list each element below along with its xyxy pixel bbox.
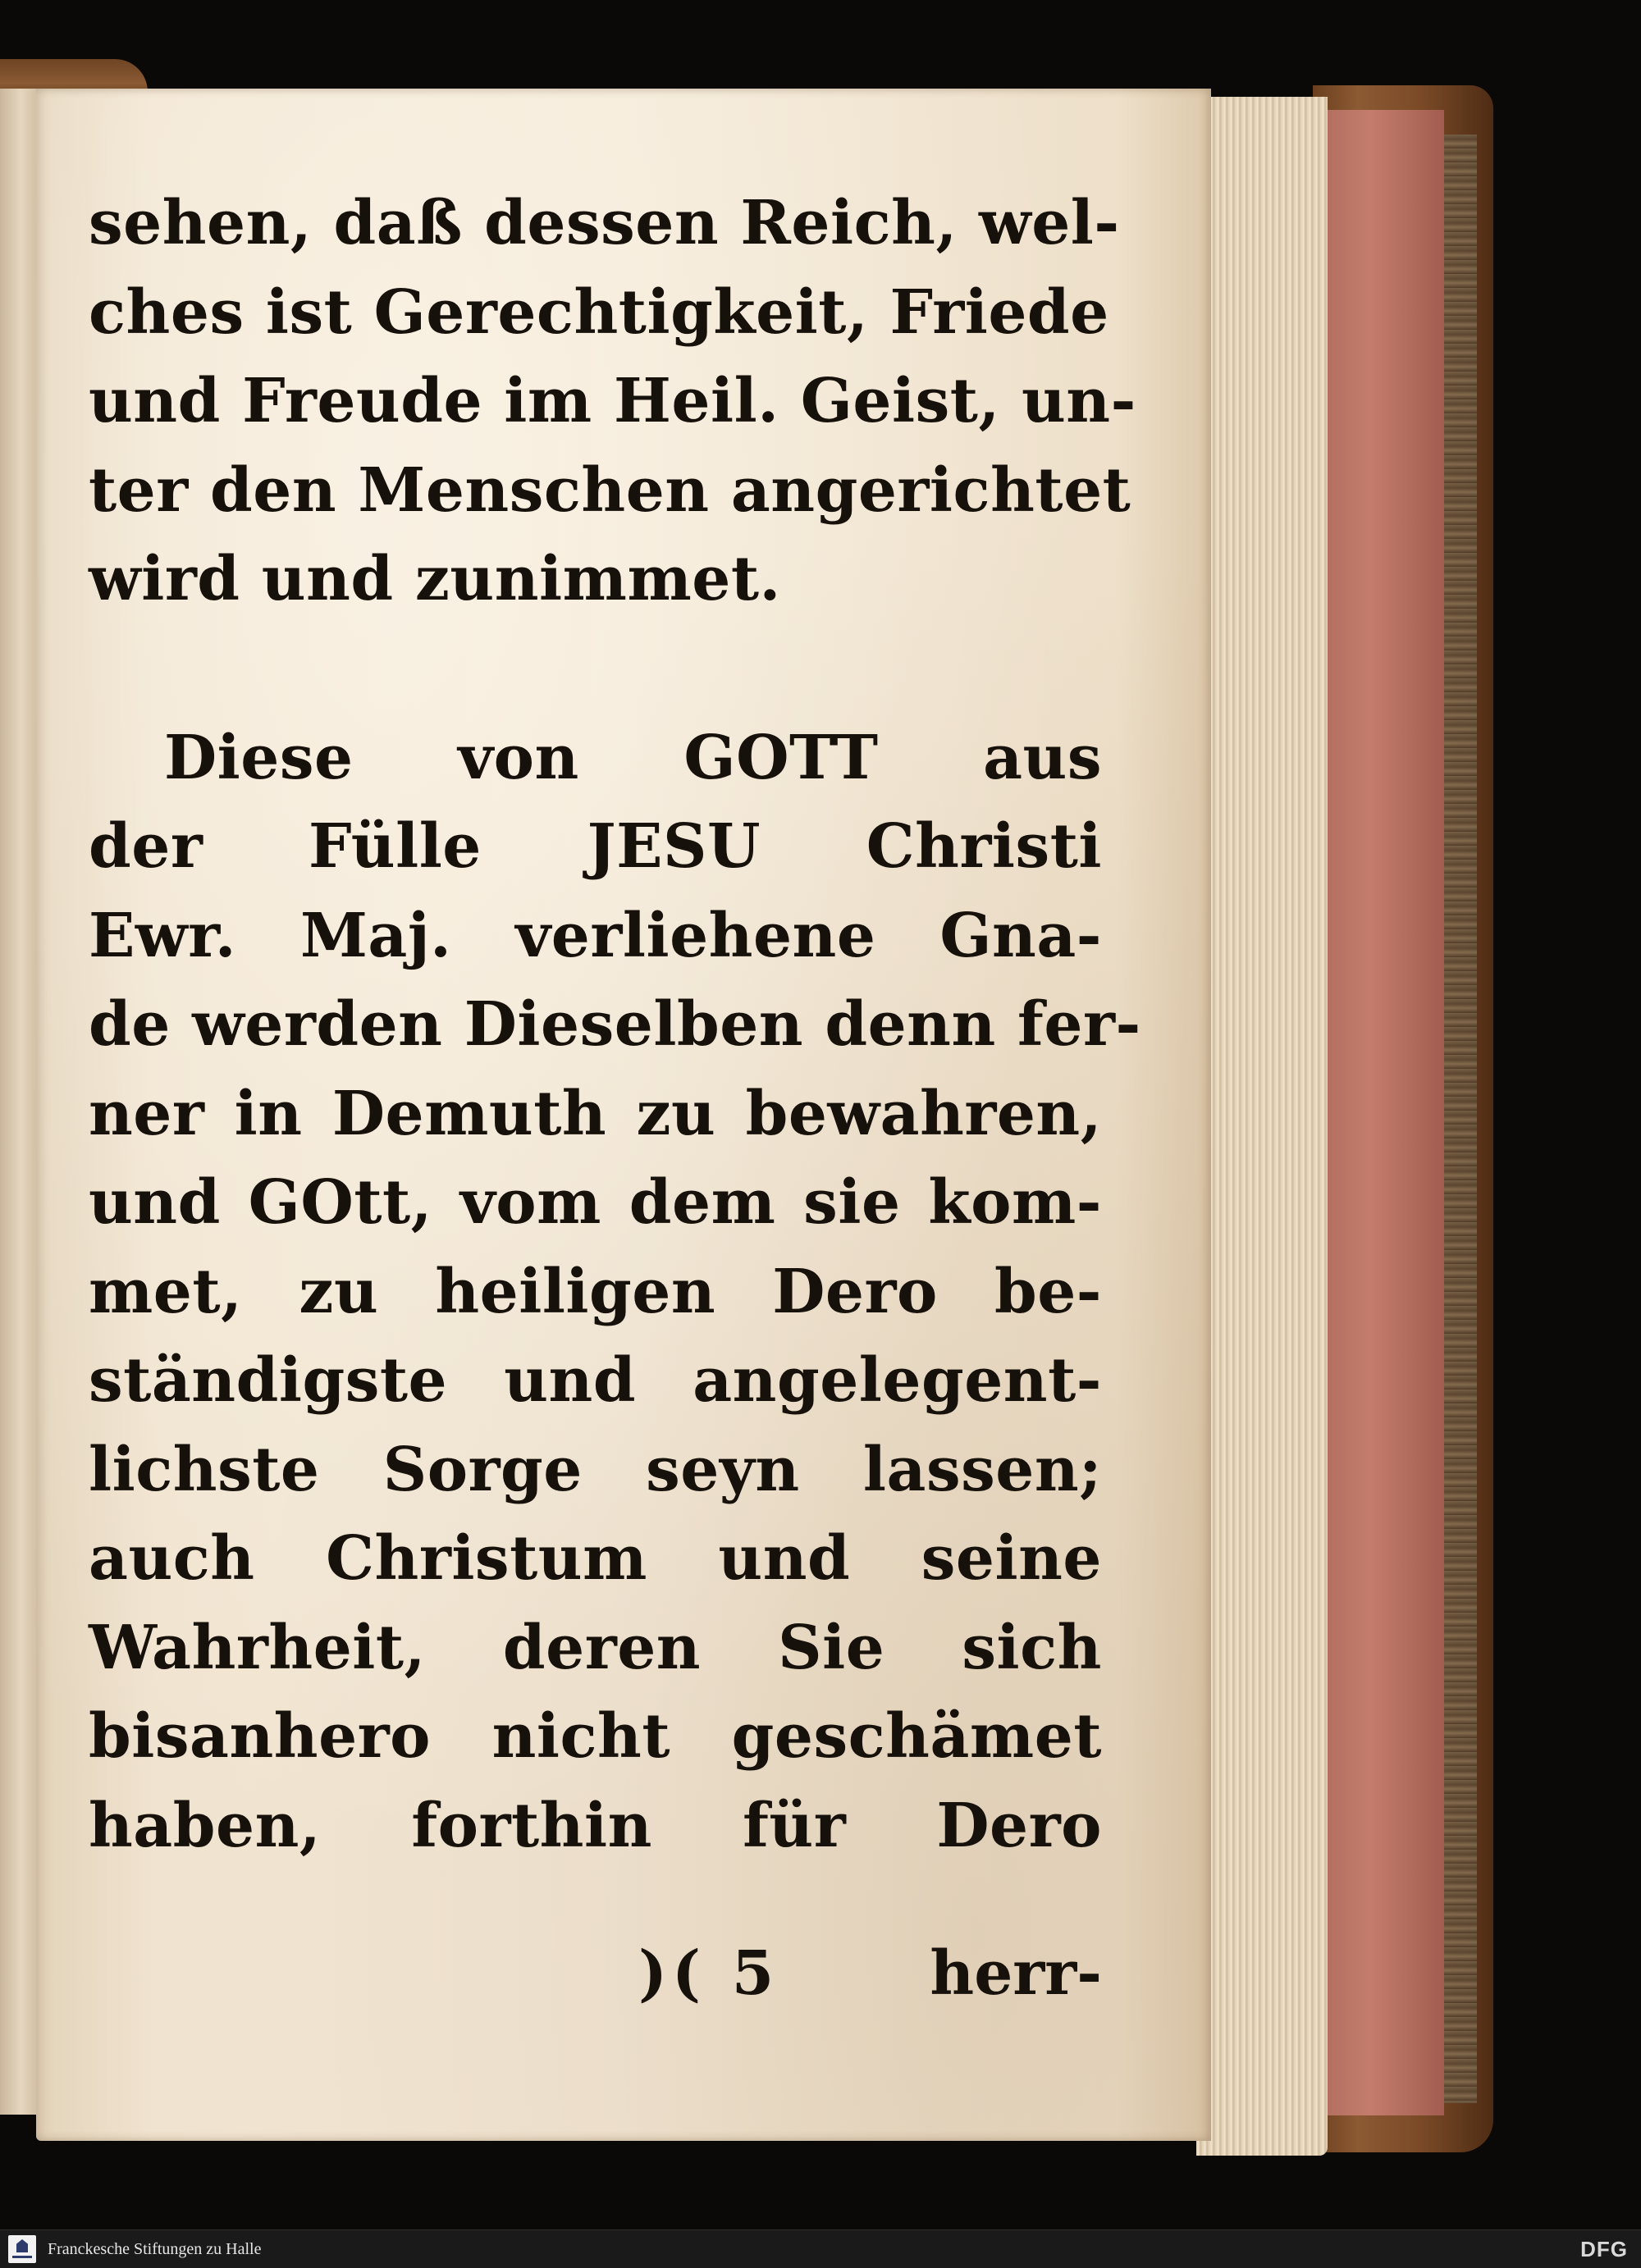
text-line: bisanhero nicht geschämet	[89, 1701, 1102, 1772]
text-line: und Freude im Heil. Geist, un-	[89, 366, 1136, 436]
text-line: Wahrheit, deren Sie sich	[89, 1612, 1102, 1683]
text-line: lichste Sorge seyn lassen;	[89, 1434, 1102, 1505]
page-footer	[89, 1929, 1102, 2018]
page-stack	[1196, 97, 1328, 2156]
text-line: Ewr. Maj. verliehene Gna-	[89, 900, 1102, 971]
text-line: de werden Dieselben denn fer-	[89, 989, 1141, 1060]
catchword: herr-	[930, 1938, 1102, 2009]
text-line: met, zu heiligen Dero be-	[89, 1256, 1102, 1327]
red-page-edges	[1321, 110, 1444, 2115]
francke-foundation-logo-icon[interactable]	[8, 2235, 36, 2263]
institution-link[interactable]: Franckesche Stiftungen zu Halle	[48, 2240, 262, 2258]
text-line: Diese von GOTT aus	[164, 722, 1102, 793]
page-text	[89, 179, 1141, 1870]
text-line: ständigste und angelegent-	[89, 1345, 1102, 1416]
viewer-footer-bar	[0, 2229, 1641, 2268]
text-line: ner in Demuth zu bewahren,	[89, 1078, 1102, 1149]
text-line: der Fülle JESU Christi	[89, 811, 1102, 882]
text-line: auch Christum und seine	[89, 1523, 1102, 1594]
left-page-edge	[0, 89, 39, 2115]
signature-mark: )( 5	[638, 1938, 779, 2009]
text-line: sehen, daß dessen Reich, wel-	[89, 188, 1120, 258]
paragraph-gap	[89, 624, 1102, 714]
text-line: ter den Menschen angerichtet	[89, 454, 1131, 526]
text-line: ches ist Gerechtigkeit, Friede	[89, 276, 1109, 348]
text-line: und GOtt, vom dem sie kom-	[89, 1167, 1102, 1238]
book-page	[36, 89, 1211, 2141]
dfg-logo[interactable]: DFG	[1580, 2237, 1628, 2261]
text-line: wird und zunimmet.	[89, 544, 781, 614]
text-line: haben, forthin für Dero	[89, 1790, 1102, 1861]
